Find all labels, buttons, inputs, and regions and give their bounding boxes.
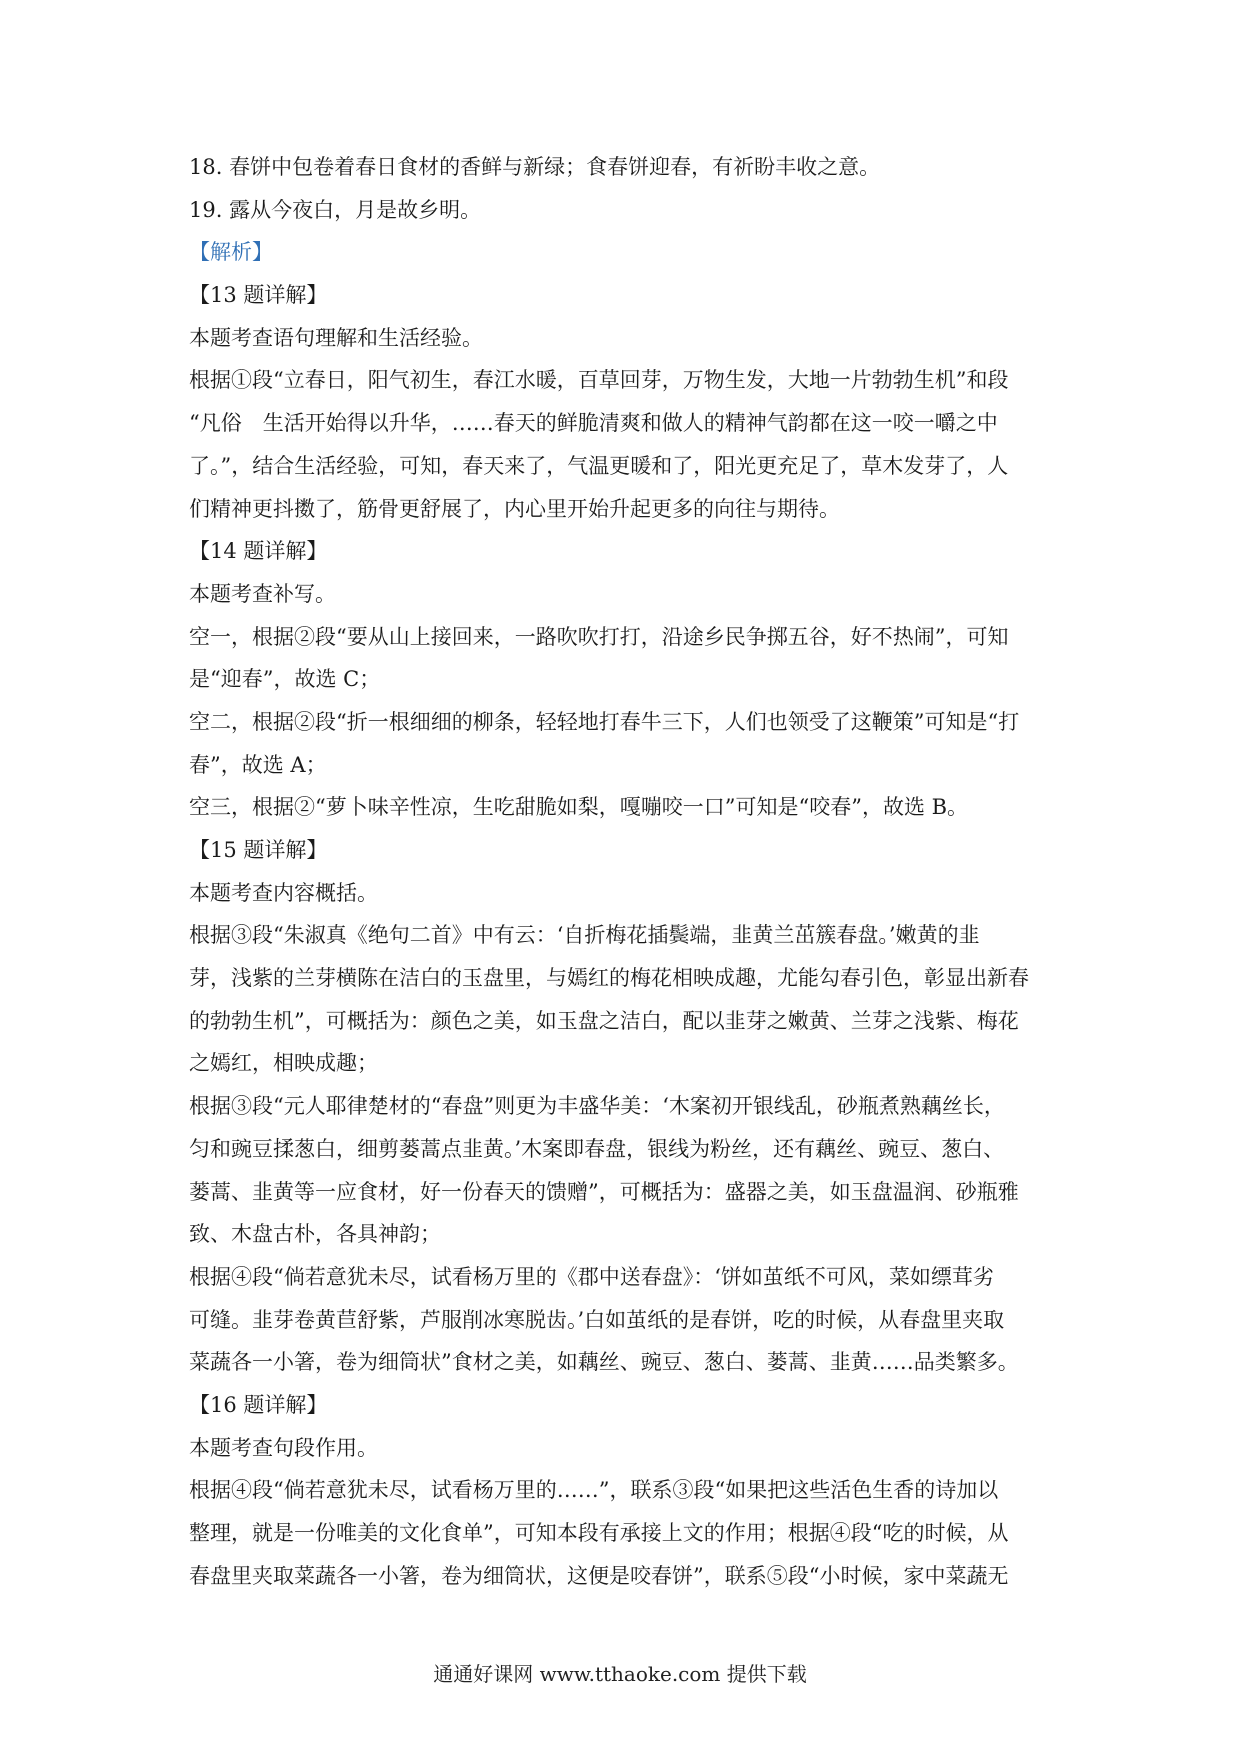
text-line: 了。”，结合生活经验，可知，春天来了，气温更暖和了，阳光更充足了，草木发芽了，人: [189, 453, 1009, 478]
text-line: 空一，根据②段“要从山上接回来，一路吹吹打打，沿途乡民争掷五谷，好不热闹”，可知: [189, 624, 1009, 649]
text-line: 蒌蒿、韭黄等一应食材，好一份春天的馈赠”，可概括为：盛器之美，如玉盘温润、砂瓶雅: [189, 1179, 1019, 1204]
text-line: 春”，故选 A；: [189, 752, 327, 777]
text-line: 的勃勃生机”，可概括为：颜色之美，如玉盘之洁白，配以韭芽之嫩黄、兰芽之浅紫、梅花: [189, 1008, 1019, 1033]
text-line: 春盘里夹取菜蔬各一小箸，卷为细筒状，这便是咬春饼”，联系⑤段“小时候，家中菜蔬无: [189, 1563, 1009, 1588]
text-line: 可缝。韭芽卷黄苣舒紫，芦服削冰寒脱齿。’白如茧纸的是春饼，吃的时候，从春盘里夹取: [189, 1307, 1005, 1332]
text-line: 根据④段“倘若意犹未尽，试看杨万里的……”，联系③段“如果把这些活色生香的诗加以: [189, 1478, 999, 1503]
text-line: 芽，浅紫的兰芽横陈在洁白的玉盘里，与嫣红的梅花相映成趣，尤能勾春引色，彰显出新春: [189, 966, 1029, 991]
text-line: 匀和豌豆揉葱白，细剪蒌蒿点韭黄。’木案即春盘，银线为粉丝，还有藕丝、豌豆、葱白、: [189, 1136, 1005, 1161]
text-line: 19. 露从今夜白，月是故乡明。: [189, 197, 482, 222]
text-line: 是“迎春”，故选 C；: [189, 667, 381, 692]
document-body: [189, 146, 1059, 1597]
text-line: 致、木盘古朴，各具神韵；: [189, 1222, 441, 1247]
analysis-label: 【解析】: [189, 240, 273, 265]
section-heading: 【16 题详解】: [189, 1392, 328, 1417]
text-line: 本题考查语句理解和生活经验。: [189, 325, 483, 350]
text-line: 菜蔬各一小箸，卷为细筒状”食材之美，如藕丝、豌豆、葱白、蒌蒿、韭黄……品类繁多。: [189, 1350, 1019, 1375]
text-line: 空二，根据②段“折一根细细的柳条，轻轻地打春牛三下，人们也领受了这鞭策”可知是“打: [189, 709, 1020, 734]
text-line: 根据③段“朱淑真《绝句二首》中有云：‘自折梅花插鬓端，韭黄兰茁簇春盘。’嫩黄的韭: [189, 923, 980, 948]
text-line: 整理，就是一份唯美的文化食单”，可知本段有承接上文的作用；根据④段“吃的时候，从: [189, 1521, 1009, 1545]
section-heading: 【13 题详解】: [189, 283, 328, 308]
text-line: 本题考查句段作用。: [189, 1435, 378, 1460]
text-line: 本题考查内容概括。: [189, 880, 378, 905]
section-heading: 【14 题详解】: [189, 539, 328, 564]
text-line: 18. 春饼中包卷着春日食材的香鲜与新绿；食春饼迎春，有祈盼丰收之意。: [189, 155, 881, 179]
text-line: 们精神更抖擞了，筋骨更舒展了，内心里开始升起更多的向往与期待。: [189, 496, 840, 521]
text-line: 根据④段“倘若意犹未尽，试看杨万里的《郡中送春盘》：‘饼如茧纸不可风，菜如缥茸劣: [189, 1264, 994, 1289]
page-footer: 通通好课网 www.tthaoke.com 提供下载: [433, 1662, 807, 1686]
text-line: 空三，根据②“萝卜味辛性凉，生吃甜脆如梨，嘎嘣咬一口”可知是“咬春”，故选 B。: [189, 795, 969, 820]
text-line: “凡俗 生活开始得以升华，……春天的鲜脆清爽和做人的精神气韵都在这一咬一嚼之中: [189, 411, 998, 436]
section-heading: 【15 题详解】: [189, 838, 328, 862]
text-line: 根据③段“元人耶律楚材的“春盘”则更为丰盛华美：‘木案初开银线乱，砂瓶煮熟藕丝长，: [189, 1094, 1005, 1119]
text-line: 本题考查补写。: [189, 581, 336, 606]
text-line: 之嫣红，相映成趣；: [189, 1051, 378, 1076]
text-line: 根据①段“立春日，阳气初生，春江水暖，百草回芽，万物生发，大地一片勃勃生机”和段: [189, 368, 1009, 393]
